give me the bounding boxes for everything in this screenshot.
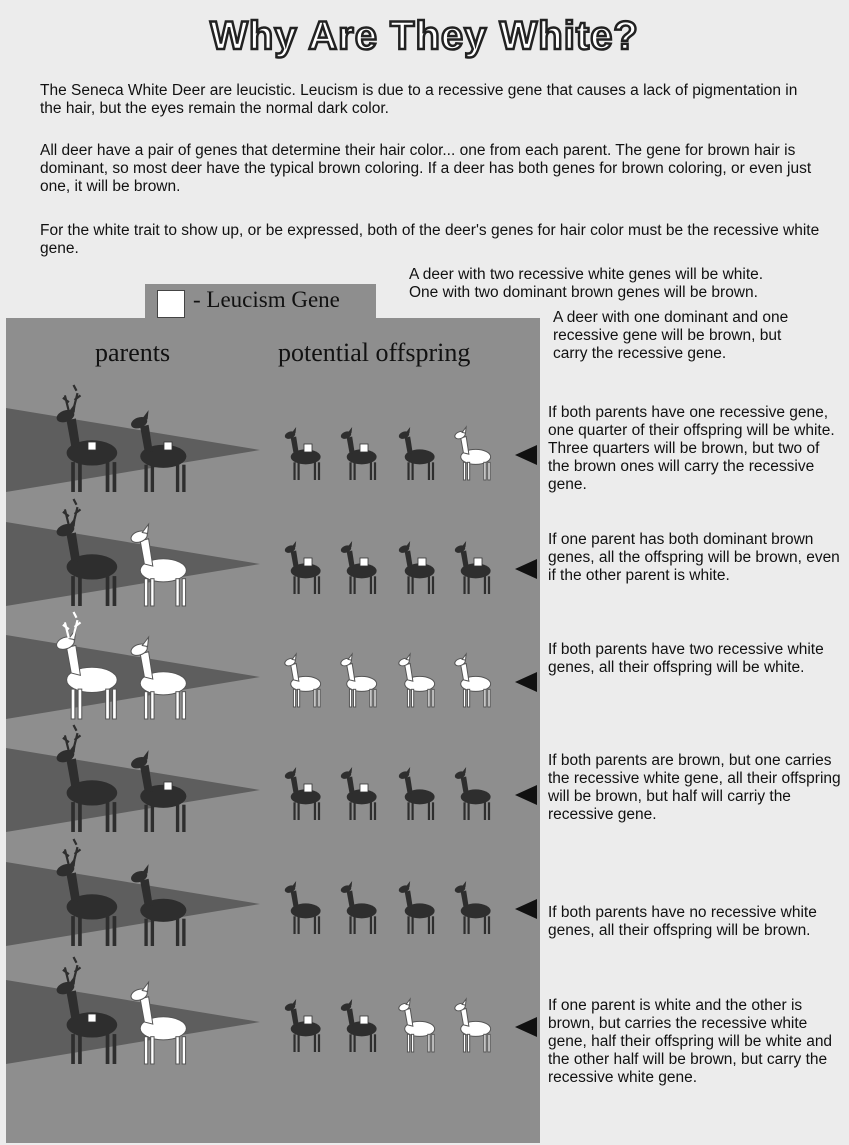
offspring-brown-icon [340, 767, 377, 820]
page-title: Why Are They White? [210, 14, 639, 58]
pointer-arrow-icon [515, 785, 537, 805]
legend-label: - Leucism Gene [193, 287, 340, 312]
intro-paragraph-2: All deer have a pair of genes that determine their hair color... one from each parent. The gene for brown hair is dominant, so most deer have the typical brown coloring. If a deer has both genes for brown coloring, or even just one, it will be brown. [40, 142, 812, 195]
pointer-arrow-icon [515, 559, 537, 579]
offspring-white-icon [454, 654, 491, 707]
offspring-white-icon [398, 999, 435, 1052]
offspring-brown-icon [398, 541, 435, 594]
leucism-gene-marker [360, 1016, 368, 1024]
scenario-description: If one parent has both dominant brown genes, all the offspring will be brown, even if the other parent is white. [548, 531, 840, 584]
offspring-brown-icon [284, 881, 321, 934]
intro-paragraph-1: The Seneca White Deer are leucistic. Leucism is due to a recessive gene that causes a lack of pigmentation in the hair, but the eyes remain the normal dark color. [40, 82, 798, 117]
leucism-gene-marker [304, 784, 312, 792]
leucism-gene-marker [164, 442, 172, 450]
leucism-gene-marker [164, 782, 172, 790]
offspring-brown-icon [398, 767, 435, 820]
offspring-brown-icon [284, 541, 321, 594]
leucism-gene-marker [360, 784, 368, 792]
offspring-white-icon [340, 654, 377, 707]
leucism-gene-marker [304, 1016, 312, 1024]
pointer-arrow-icon [515, 672, 537, 692]
scenario-row [6, 725, 491, 832]
offspring-white-icon [284, 654, 321, 707]
offspring-brown-icon [284, 427, 321, 480]
offspring-brown-icon [340, 541, 377, 594]
offspring-brown-icon [284, 999, 321, 1052]
pointer-arrow-icon [515, 445, 537, 465]
offspring-brown-icon [340, 999, 377, 1052]
scenario-description: If both parents are brown, but one carries the recessive white gene, all their offspring will be brown, but half will carriy the recessive gene. [548, 752, 841, 823]
offspring-brown-icon [340, 427, 377, 480]
leucism-gene-marker [360, 444, 368, 452]
scenario-row [6, 385, 491, 492]
pointer-arrow-icon [515, 1017, 537, 1037]
offspring-white-icon [454, 999, 491, 1052]
intro-paragraph-3: For the white trait to show up, or be expressed, both of the deer's genes for hair color must be the recessive white gene. [40, 222, 820, 257]
leucism-gene-marker [418, 558, 426, 566]
offspring-white-icon [454, 427, 491, 480]
offspring-brown-icon [284, 767, 321, 820]
parents-header: parents [95, 338, 171, 367]
offspring-brown-icon [454, 541, 491, 594]
scenario-description: If both parents have two recessive white genes, all their offspring will be white. [548, 641, 824, 676]
pointer-arrow-icon [515, 899, 537, 919]
offspring-brown-icon [398, 881, 435, 934]
offspring-brown-icon [340, 881, 377, 934]
offspring-header: potential offspring [278, 338, 471, 367]
leucism-gene-marker [304, 444, 312, 452]
leucism-gene-marker [88, 442, 96, 450]
offspring-brown-icon [454, 767, 491, 820]
scenario-description: If one parent is white and the other is brown, but carries the recessive white gene, half their offspring will be white and the other half will be brown, but carry the recessive white gene. [548, 997, 833, 1086]
offspring-brown-icon [454, 881, 491, 934]
offspring-white-icon [398, 654, 435, 707]
leucism-gene-marker [360, 558, 368, 566]
scenario-description: If both parents have one recessive gene, one quarter of their offspring will be white. Three quarters will be brown, but two of the brown ones will carry the recessive gene. [548, 404, 835, 493]
note-top: A deer with two recessive white genes will be white. One with two dominant brown genes will be brown. [409, 266, 764, 301]
leucism-gene-marker [474, 558, 482, 566]
offspring-brown-icon [398, 427, 435, 480]
scenario-row [6, 612, 491, 719]
scenario-row [6, 957, 491, 1064]
scenario-row [6, 839, 491, 946]
scenario-description: If both parents have no recessive white genes, all their offspring will be brown. [548, 904, 817, 939]
scenario-row [6, 499, 491, 606]
note-side: A deer with one dominant and one recessive gene will be brown, but carry the recessive gene. [553, 309, 789, 362]
leucism-gene-marker [304, 558, 312, 566]
leucism-gene-marker [88, 1014, 96, 1022]
